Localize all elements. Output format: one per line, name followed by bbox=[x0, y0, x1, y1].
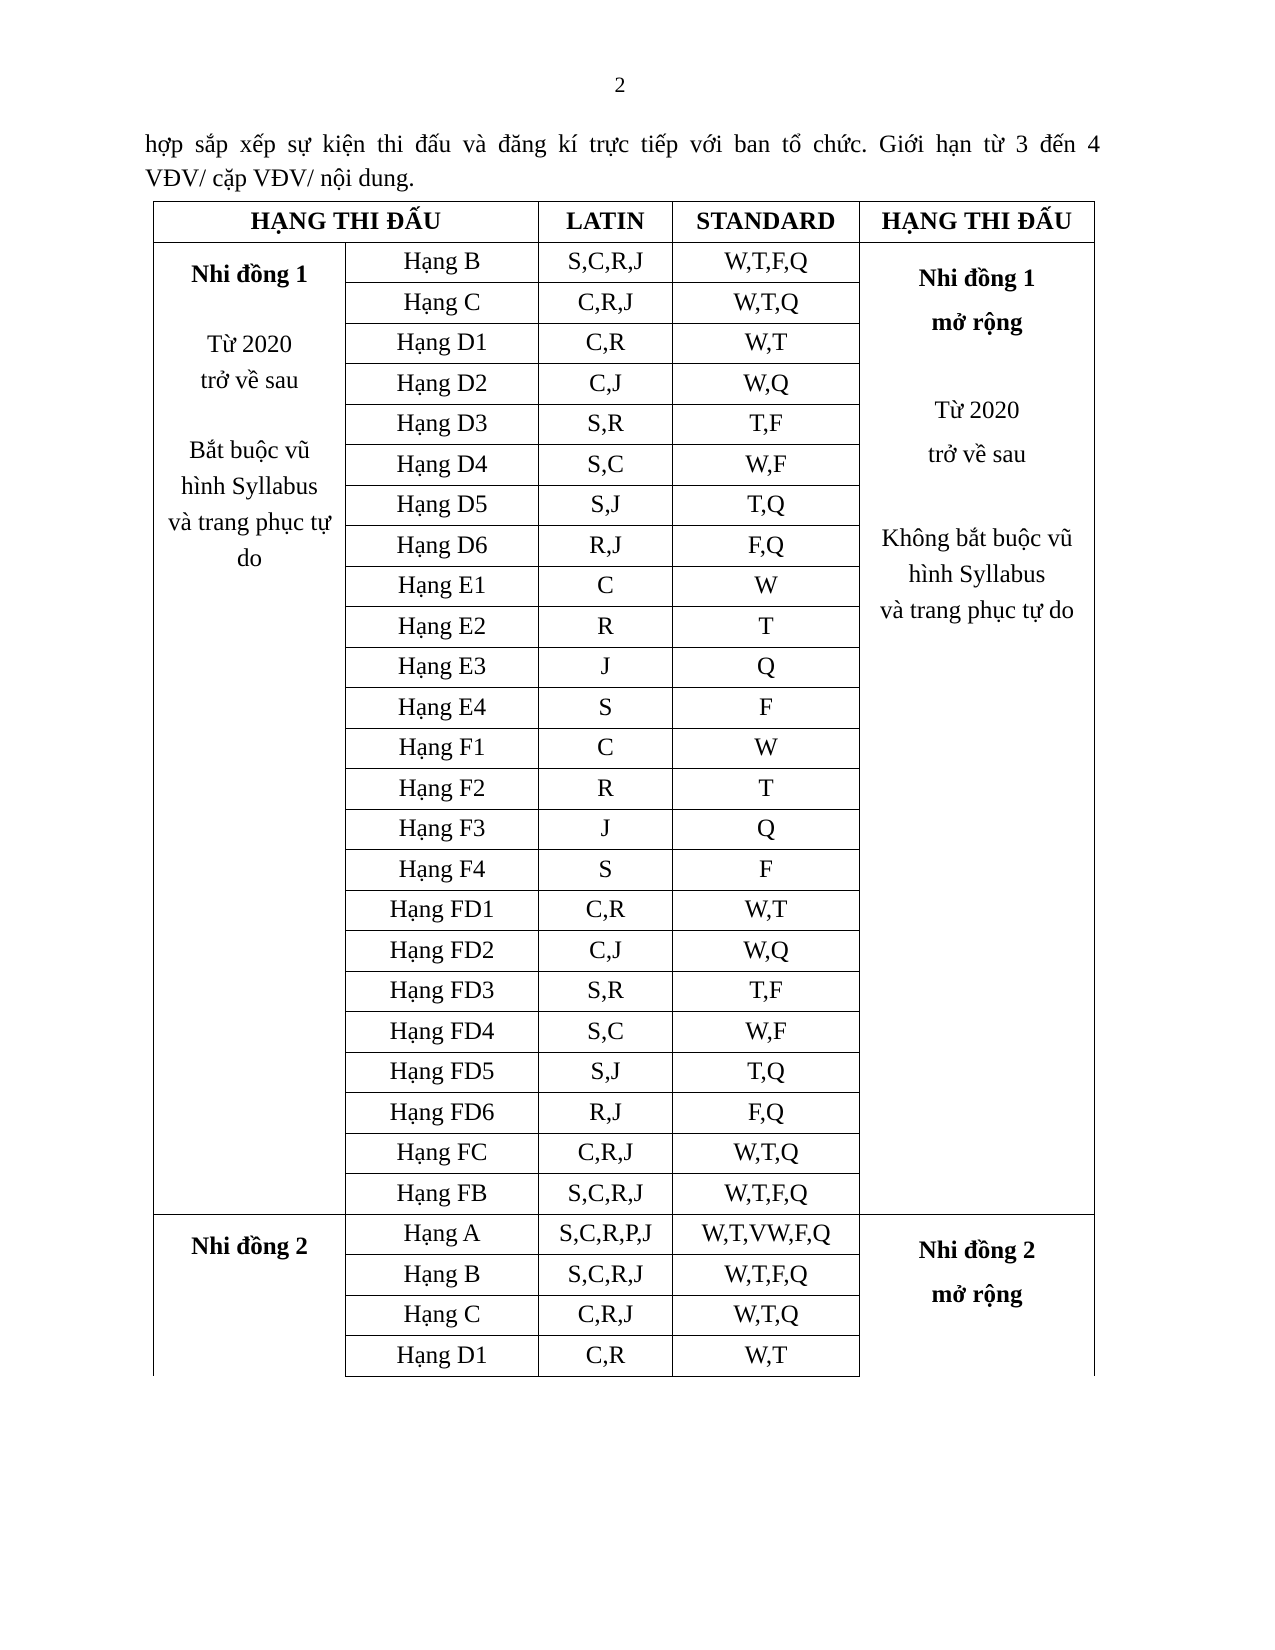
class-cell: Hạng B bbox=[346, 1255, 539, 1296]
intro-line-1: hợp sắp xếp sự kiện thi đấu và đăng kí trực tiếp với ban tổ chức. Giới hạn từ 3 đến 4 bbox=[145, 131, 1100, 158]
standard-cell: T,Q bbox=[673, 1052, 860, 1093]
latin-cell: C,R bbox=[539, 890, 673, 931]
latin-cell: S,C,R,J bbox=[539, 1174, 673, 1215]
class-cell: Hạng B bbox=[346, 242, 539, 283]
extended-desc-line: Không bắt buộc vũ bbox=[881, 524, 1073, 552]
intro-line-2: VĐV/ cặp VĐV/ nội dung. bbox=[145, 165, 415, 192]
standard-cell: W bbox=[673, 566, 860, 607]
class-cell: Hạng D6 bbox=[346, 526, 539, 567]
class-cell: Hạng E3 bbox=[346, 647, 539, 688]
standard-cell: W,T,Q bbox=[673, 1133, 860, 1174]
extended-year-line: trở về sau bbox=[928, 440, 1026, 468]
standard-cell: W,T bbox=[673, 890, 860, 931]
extended-cell-nhi-dong-1 bbox=[860, 242, 1095, 1214]
latin-cell: C,J bbox=[539, 364, 673, 405]
latin-cell: S,C,R,J bbox=[539, 242, 673, 283]
class-cell: Hạng FD4 bbox=[346, 1012, 539, 1053]
standard-cell: W,T,Q bbox=[673, 1295, 860, 1336]
extended-name-line: mở rộng bbox=[931, 308, 1023, 336]
latin-cell: C,R bbox=[539, 323, 673, 364]
latin-cell: S,C bbox=[539, 1012, 673, 1053]
group-name: Nhi đồng 2 bbox=[191, 1232, 308, 1260]
standard-cell: F bbox=[673, 688, 860, 729]
latin-cell: C bbox=[539, 728, 673, 769]
extended-year-line: Từ 2020 bbox=[934, 396, 1020, 424]
group-desc-line: do bbox=[237, 544, 262, 572]
latin-cell: R bbox=[539, 607, 673, 648]
latin-cell: R,J bbox=[539, 1093, 673, 1134]
table-body bbox=[154, 242, 1095, 1376]
standard-cell: T,F bbox=[673, 971, 860, 1012]
standard-cell: T bbox=[673, 769, 860, 810]
class-cell: Hạng FD5 bbox=[346, 1052, 539, 1093]
latin-cell: C,R,J bbox=[539, 1133, 673, 1174]
standard-cell: F,Q bbox=[673, 1093, 860, 1134]
latin-cell: S bbox=[539, 850, 673, 891]
standard-cell: W,Q bbox=[673, 364, 860, 405]
competition-class-table bbox=[153, 201, 1095, 1377]
standard-cell: W,T bbox=[673, 323, 860, 364]
group-desc-line: và trang phục tự bbox=[168, 508, 331, 536]
extended-name-line: Nhi đồng 2 bbox=[918, 1236, 1036, 1264]
latin-cell: J bbox=[539, 809, 673, 850]
extended-desc-line: hình Syllabus bbox=[908, 560, 1046, 588]
class-cell: Hạng F2 bbox=[346, 769, 539, 810]
class-cell: Hạng C bbox=[346, 283, 539, 324]
latin-cell: R,J bbox=[539, 526, 673, 567]
header-standard: STANDARD bbox=[673, 202, 860, 243]
latin-cell: S,J bbox=[539, 1052, 673, 1093]
standard-cell: W bbox=[673, 728, 860, 769]
group-year-line: trở về sau bbox=[200, 366, 299, 394]
standard-cell: W,T,F,Q bbox=[673, 1255, 860, 1296]
standard-cell: W,F bbox=[673, 1012, 860, 1053]
class-cell: Hạng F3 bbox=[346, 809, 539, 850]
latin-cell: S,R bbox=[539, 971, 673, 1012]
latin-cell: C,R,J bbox=[539, 283, 673, 324]
table-row bbox=[154, 1214, 1095, 1255]
latin-cell: C bbox=[539, 566, 673, 607]
standard-cell: W,T,F,Q bbox=[673, 242, 860, 283]
latin-cell: S,C bbox=[539, 445, 673, 486]
class-cell: Hạng C bbox=[346, 1295, 539, 1336]
standard-cell: W,T,VW,F,Q bbox=[673, 1214, 860, 1255]
latin-cell: R bbox=[539, 769, 673, 810]
intro-paragraph bbox=[145, 128, 1100, 196]
standard-cell: W,F bbox=[673, 445, 860, 486]
standard-cell: W,T,F,Q bbox=[673, 1174, 860, 1215]
standard-cell: T,Q bbox=[673, 485, 860, 526]
latin-cell: S bbox=[539, 688, 673, 729]
standard-cell: T,F bbox=[673, 404, 860, 445]
latin-cell: C,R bbox=[539, 1336, 673, 1377]
extended-desc-line: và trang phục tự do bbox=[879, 596, 1075, 624]
latin-cell: S,J bbox=[539, 485, 673, 526]
class-cell: Hạng FD2 bbox=[346, 931, 539, 972]
class-cell: Hạng F4 bbox=[346, 850, 539, 891]
class-cell: Hạng F1 bbox=[346, 728, 539, 769]
extended-cell-nhi-dong-2 bbox=[860, 1214, 1095, 1376]
latin-cell: C,R,J bbox=[539, 1295, 673, 1336]
latin-cell: C,J bbox=[539, 931, 673, 972]
table-row bbox=[154, 242, 1095, 283]
latin-cell: S,C,R,P,J bbox=[539, 1214, 673, 1255]
class-cell: Hạng E4 bbox=[346, 688, 539, 729]
page-number: 2 bbox=[614, 72, 626, 97]
class-cell: Hạng A bbox=[346, 1214, 539, 1255]
class-cell: Hạng D3 bbox=[346, 404, 539, 445]
header-latin: LATIN bbox=[539, 202, 673, 243]
class-cell: Hạng FD1 bbox=[346, 890, 539, 931]
group-cell-nhi-dong-2 bbox=[154, 1214, 346, 1376]
standard-cell: Q bbox=[673, 647, 860, 688]
standard-cell: Q bbox=[673, 809, 860, 850]
header-extended: HẠNG THI ĐẤU bbox=[860, 202, 1095, 243]
class-cell: Hạng D1 bbox=[346, 1336, 539, 1377]
standard-cell: W,T,Q bbox=[673, 283, 860, 324]
standard-cell: W,Q bbox=[673, 931, 860, 972]
class-cell: Hạng FD3 bbox=[346, 971, 539, 1012]
standard-cell: W,T bbox=[673, 1336, 860, 1377]
class-cell: Hạng D4 bbox=[346, 445, 539, 486]
class-cell: Hạng D2 bbox=[346, 364, 539, 405]
group-name: Nhi đồng 1 bbox=[191, 260, 308, 288]
standard-cell: F,Q bbox=[673, 526, 860, 567]
group-desc-line: Bắt buộc vũ bbox=[189, 436, 310, 464]
class-cell: Hạng D1 bbox=[346, 323, 539, 364]
class-cell: Hạng E2 bbox=[346, 607, 539, 648]
class-cell: Hạng FD6 bbox=[346, 1093, 539, 1134]
class-cell: Hạng FB bbox=[346, 1174, 539, 1215]
class-cell: Hạng FC bbox=[346, 1133, 539, 1174]
group-cell-nhi-dong-1 bbox=[154, 242, 346, 1214]
standard-cell: F bbox=[673, 850, 860, 891]
class-cell: Hạng E1 bbox=[346, 566, 539, 607]
header-group: HẠNG THI ĐẤU bbox=[154, 202, 539, 243]
standard-cell: T bbox=[673, 607, 860, 648]
latin-cell: S,R bbox=[539, 404, 673, 445]
class-cell: Hạng D5 bbox=[346, 485, 539, 526]
extended-name-line: Nhi đồng 1 bbox=[918, 264, 1036, 292]
extended-name-line: mở rộng bbox=[931, 1280, 1023, 1308]
latin-cell: J bbox=[539, 647, 673, 688]
group-desc-line: hình Syllabus bbox=[181, 472, 318, 500]
latin-cell: S,C,R,J bbox=[539, 1255, 673, 1296]
table-header-row bbox=[154, 202, 1095, 243]
group-year-line: Từ 2020 bbox=[206, 330, 293, 358]
